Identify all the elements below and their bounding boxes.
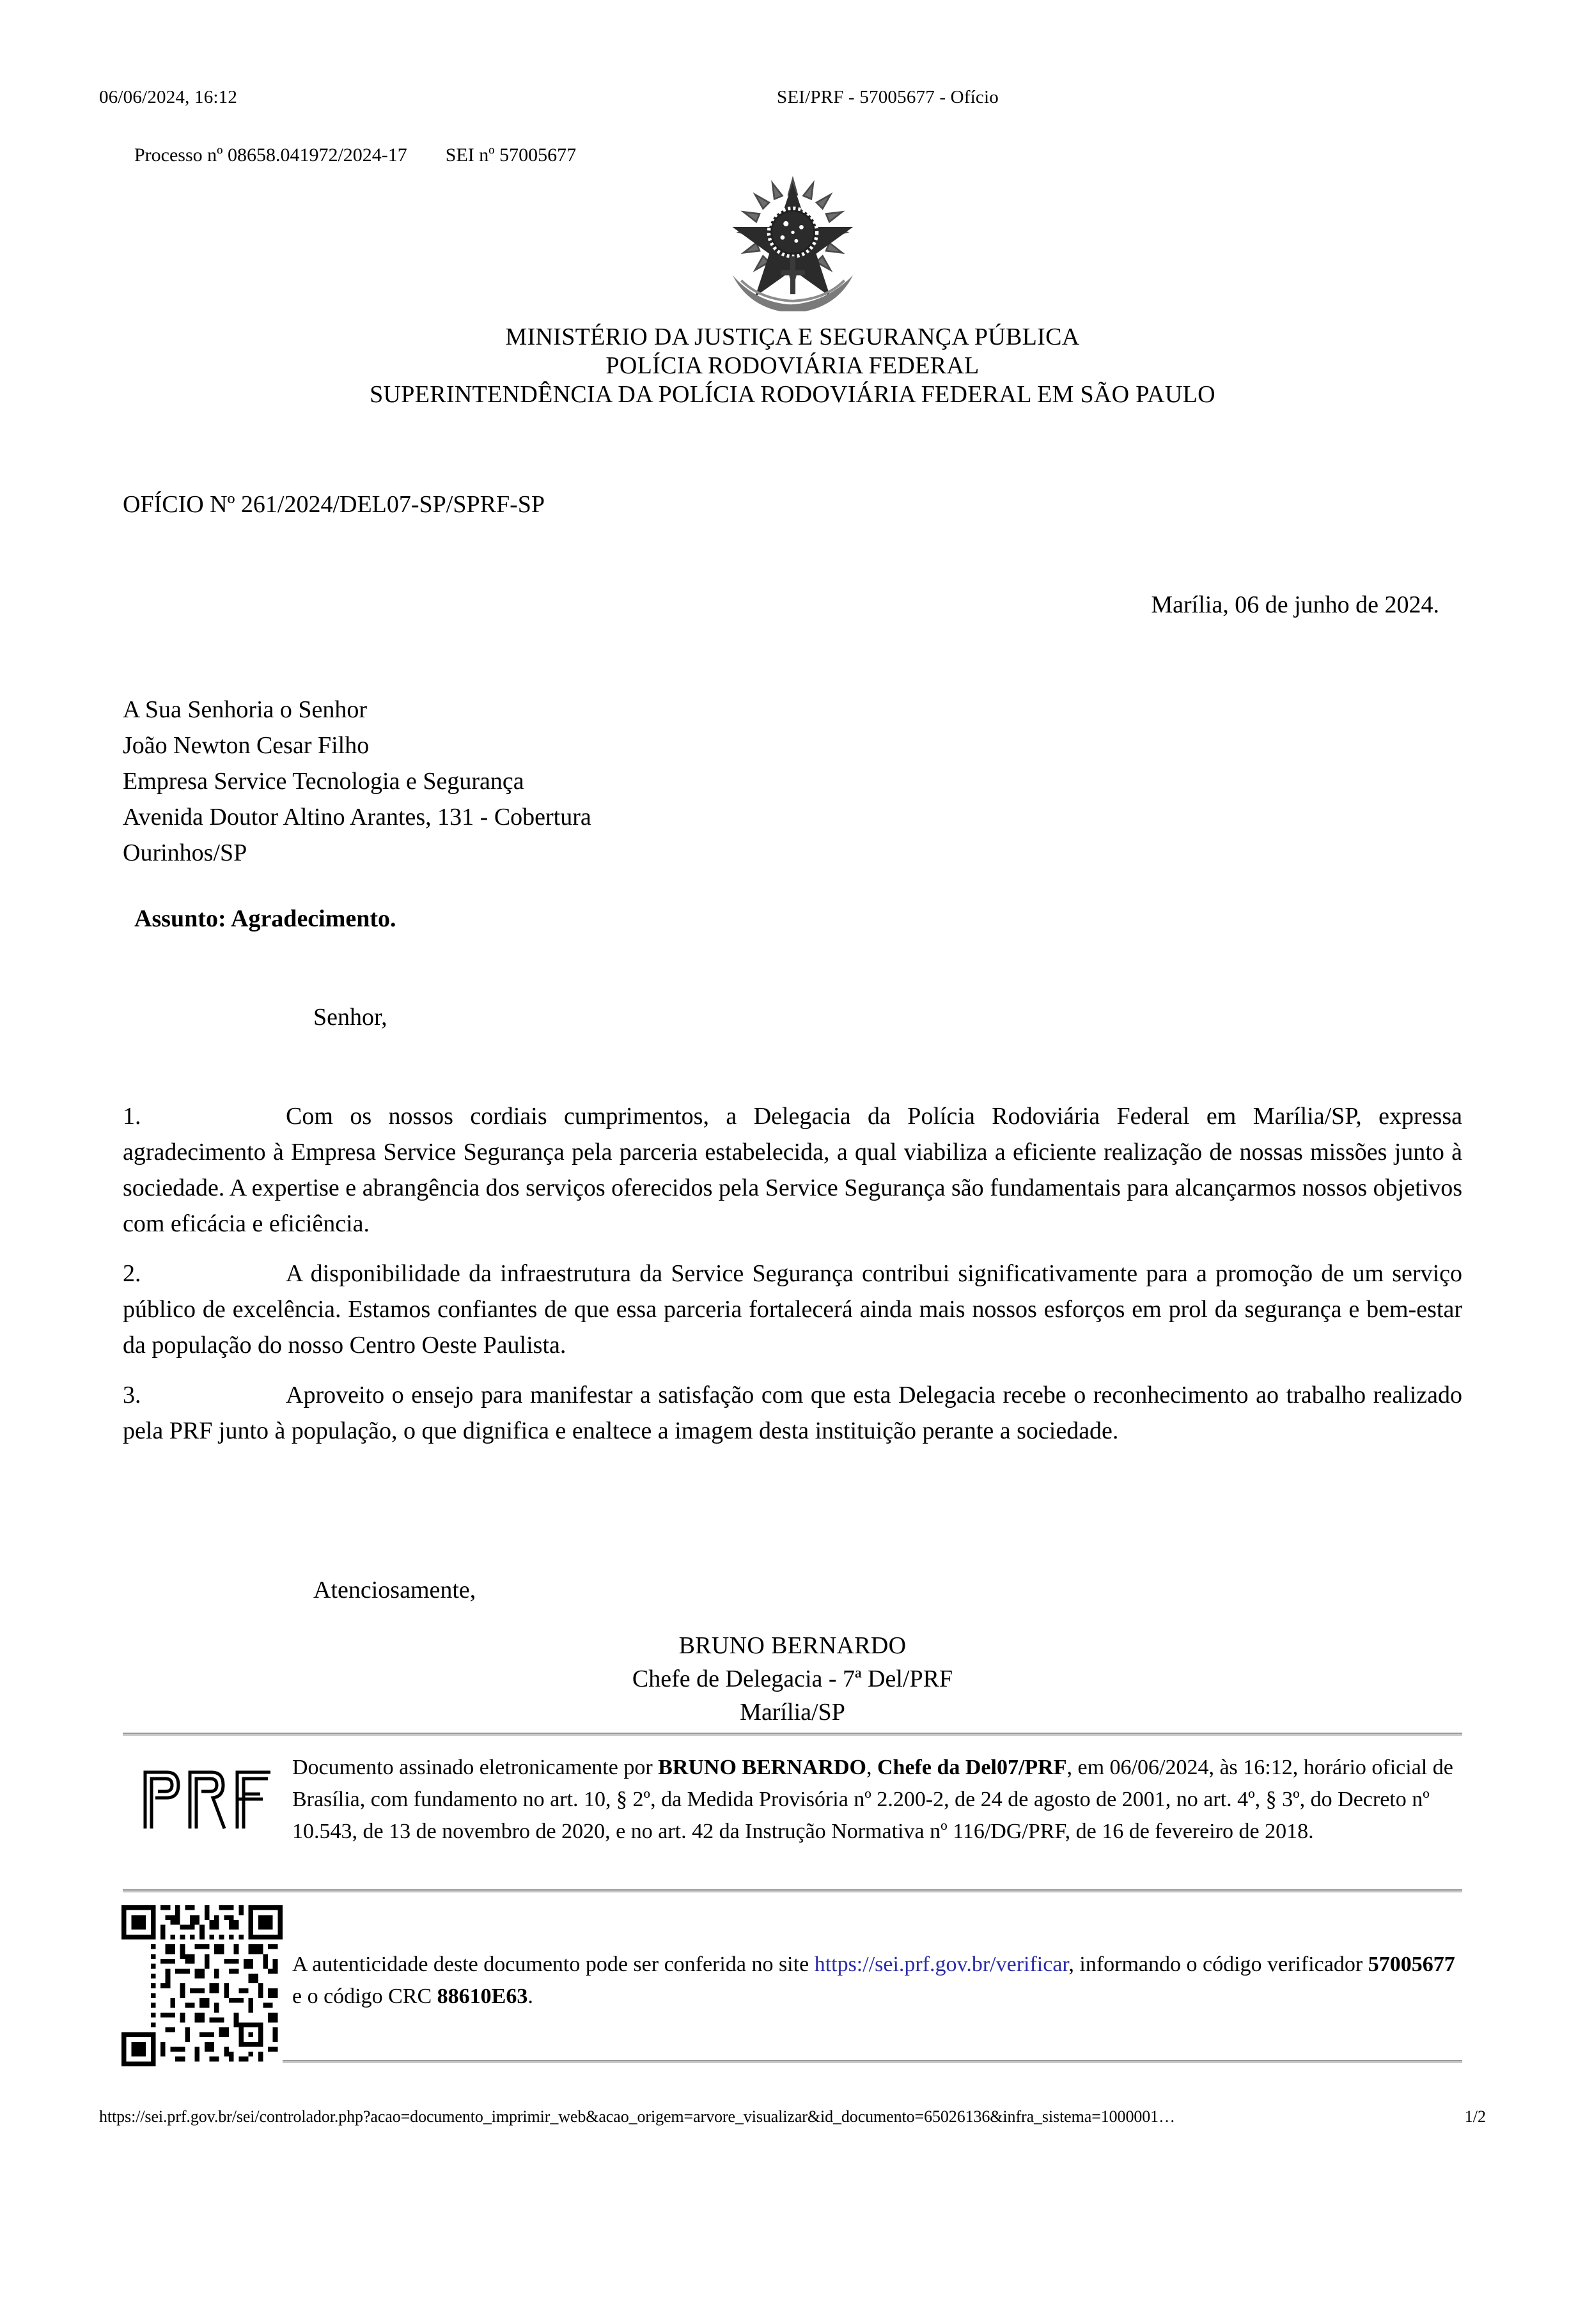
paragraph-3-text: Aproveito o ensejo para manifestar a satisfação com que esta Delegacia recebe o reconhecimento ao trabalho realizado pela PRF junto à população, o que dignifica e enaltece a imagem desta instituição perante a sociedade. bbox=[123, 1382, 1462, 1444]
print-header-title: SEI/PRF - 57005677 - Ofício bbox=[777, 87, 999, 107]
brasao-republica-federativa-do-brasil-icon bbox=[703, 174, 882, 311]
print-footer-url: https://sei.prf.gov.br/sei/controlador.php?acao=documento_imprimir_web&acao_origem=arvore_visualizar&id_documento=65026136&infra_sistema=1000001… bbox=[99, 2107, 1175, 2126]
place-and-date: Marília, 06 de junho de 2024. bbox=[1151, 591, 1439, 618]
attestation-signer-role: Chefe da Del07/PRF bbox=[877, 1756, 1067, 1779]
document-body bbox=[123, 1098, 1462, 1463]
attestation-separator: , bbox=[866, 1756, 877, 1779]
closing-salutation: Atenciosamente, bbox=[313, 1577, 476, 1603]
authenticity-prefix: A autenticidade deste documento pode ser conferida no site bbox=[292, 1953, 815, 1976]
authenticity-link[interactable]: https://sei.prf.gov.br/verificar bbox=[814, 1953, 1069, 1976]
authenticity-mid: , informando o código verificador bbox=[1068, 1953, 1368, 1976]
authenticity-block bbox=[112, 1905, 1462, 2066]
subject-line: Assunto: Agradecimento. bbox=[134, 905, 396, 932]
recipient-name: João Newton Cesar Filho bbox=[123, 732, 370, 759]
signatory-role: Chefe de Delegacia - 7ª Del/PRF bbox=[632, 1665, 953, 1692]
paragraph-2-number: 2. bbox=[123, 1260, 141, 1287]
process-number-line: Processo nº 08658.041972/2024-17 SEI nº 57005677 bbox=[134, 144, 577, 166]
divider-middle bbox=[123, 1889, 1462, 1892]
qr-code-verificacao[interactable] bbox=[112, 1905, 292, 2066]
org-heading-prf: POLÍCIA RODOVIÁRIA FEDERAL bbox=[605, 352, 980, 379]
signatory-city: Marília/SP bbox=[740, 1699, 845, 1726]
crc-code: 88610E63 bbox=[437, 1985, 528, 2008]
org-heading-ministry: MINISTÉRIO DA JUSTIÇA E SEGURANÇA PÚBLICA bbox=[505, 324, 1080, 350]
print-footer bbox=[99, 2109, 1486, 2125]
authenticity-end: . bbox=[527, 1985, 533, 2008]
paragraph-1-text: Com os nossos cordiais cumprimentos, a Delegacia da Polícia Rodoviária Federal em Marília/SP, expressa agradecimento à Empresa Service Segurança pela parceria estabelecida, a qual viabiliza a eficiente realização de nossas missões junto à sociedade. A expertise e abrangência dos serviços oferecidos pela Service Segurança são fundamentais para alcançarmos nossos objetivos com eficácia e eficiência. bbox=[123, 1103, 1462, 1237]
authenticity-text bbox=[292, 1905, 1462, 2013]
verifier-code: 57005677 bbox=[1368, 1953, 1455, 1976]
attestation-suffix: , em 06/06/2024, às 16:12, horário oficial de Brasília, com fundamento no art. 10, § 2º, da Medida Provisória nº 2.200-2, de 24 de agosto de 2001, no art. 4º, § 3º, do Decreto nº 10.543, de 13 de novembro de 2020, e no art. 42 da Instrução Normativa nº 116/DG/PRF, de 16 de fevereiro de 2018. bbox=[292, 1756, 1453, 1843]
paragraph-1-number: 1. bbox=[123, 1103, 141, 1130]
print-header bbox=[99, 88, 1486, 107]
divider-top bbox=[123, 1733, 1462, 1736]
recipient-address-block bbox=[123, 692, 591, 871]
attestation-prefix: Documento assinado eletronicamente por bbox=[292, 1756, 659, 1779]
paragraph-2-text: A disponibilidade da infraestrutura da Service Segurança contribui significativamente para a promoção de um serviço público de excelência. Estamos confiantes de que essa parceria fortalecerá ainda mais nossos esforços em prol da segurança e bem-estar da população do nosso Centro Oeste Paulista. bbox=[123, 1260, 1462, 1359]
paragraph-3 bbox=[123, 1377, 1462, 1449]
salutation: Senhor, bbox=[313, 1004, 387, 1031]
authenticity-between: e o código CRC bbox=[292, 1985, 437, 2008]
oficio-number: OFÍCIO Nº 261/2024/DEL07-SP/SPRF-SP bbox=[123, 491, 545, 518]
print-header-date: 06/06/2024, 16:12 bbox=[99, 87, 238, 107]
recipient-street: Avenida Doutor Altino Arantes, 131 - Cobertura bbox=[123, 804, 591, 831]
org-heading-superintendency: SUPERINTENDÊNCIA DA POLÍCIA RODOVIÁRIA FEDERAL EM SÃO PAULO bbox=[370, 381, 1215, 408]
paragraph-2 bbox=[123, 1256, 1462, 1363]
organization-heading bbox=[0, 323, 1585, 409]
recipient-city: Ourinhos/SP bbox=[123, 839, 247, 866]
electronic-signature-attestation bbox=[123, 1752, 1462, 1848]
signatory-name: BRUNO BERNARDO bbox=[678, 1632, 907, 1659]
paragraph-1 bbox=[123, 1098, 1462, 1242]
recipient-treatment: A Sua Senhoria o Senhor bbox=[123, 696, 368, 723]
prf-logo-icon bbox=[123, 1752, 292, 1835]
attestation-text bbox=[292, 1752, 1462, 1848]
print-footer-page-number: 1/2 bbox=[1464, 2107, 1486, 2126]
signature-block bbox=[123, 1629, 1462, 1729]
recipient-company: Empresa Service Tecnologia e Segurança bbox=[123, 768, 524, 795]
attestation-signer: BRUNO BERNARDO bbox=[658, 1756, 866, 1779]
paragraph-3-number: 3. bbox=[123, 1382, 141, 1408]
